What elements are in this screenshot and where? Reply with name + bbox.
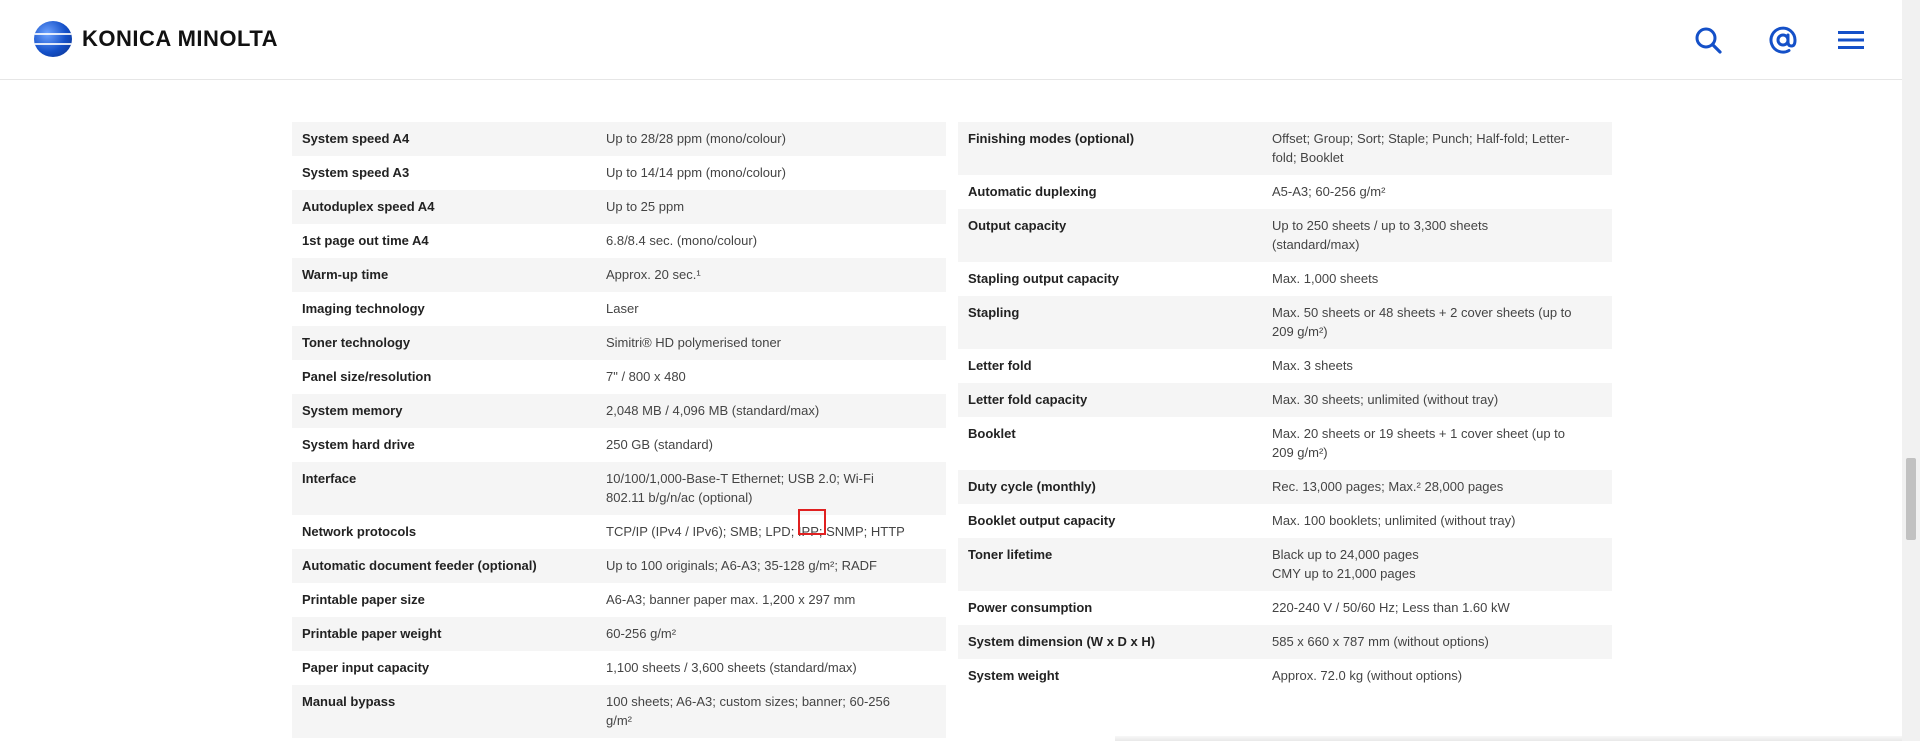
spec-value-line: 802.11 b/g/n/ac (optional) — [606, 490, 753, 505]
spec-value-line: Up to 25 ppm — [606, 199, 685, 214]
spec-row — [958, 383, 1612, 417]
spec-label: System speed A3 — [302, 165, 410, 180]
spec-value — [606, 692, 934, 730]
spec-value — [1272, 216, 1600, 254]
spec-value-line: Laser — [606, 301, 639, 316]
spec-value — [1272, 303, 1600, 341]
spec-value-line: Max. 50 sheets or 48 sheets + 2 cover sheets (up to — [1272, 305, 1572, 320]
spec-row — [292, 394, 946, 428]
spec-label: Panel size/resolution — [302, 369, 432, 384]
spec-label: Stapling — [968, 305, 1020, 320]
spec-value — [606, 197, 934, 216]
spec-value — [606, 367, 934, 386]
spec-value — [1272, 129, 1600, 167]
spec-label: Paper input capacity — [302, 660, 430, 675]
spec-row — [292, 122, 946, 156]
spec-label: Automatic document feeder (optional) — [302, 558, 537, 573]
spec-value-line: Max. 3 sheets — [1272, 358, 1353, 373]
spec-value — [1272, 356, 1600, 375]
spec-label: Letter fold capacity — [968, 392, 1088, 407]
site-header — [0, 0, 1902, 80]
spec-label: Manual bypass — [302, 694, 396, 709]
spec-value-line: Max. 100 booklets; unlimited (without tray) — [1272, 513, 1516, 528]
spec-row — [958, 591, 1612, 625]
spec-value-line: CMY up to 21,000 pages — [1272, 566, 1416, 581]
spec-table-left — [292, 122, 946, 738]
spec-value — [606, 401, 934, 420]
spec-row — [292, 685, 946, 738]
spec-value — [1272, 424, 1600, 462]
spec-label: Autoduplex speed A4 — [302, 199, 435, 214]
spec-value — [1272, 666, 1600, 685]
spec-value-line: fold; Booklet — [1272, 150, 1344, 165]
spec-value-line: A6-A3; banner paper max. 1,200 x 297 mm — [606, 592, 856, 607]
spec-value-line: 1,100 sheets / 3,600 sheets (standard/max) — [606, 660, 857, 675]
spec-value-line: Offset; Group; Sort; Staple; Punch; Half-fold; Letter- — [1272, 131, 1570, 146]
hamburger-menu-icon[interactable] — [1833, 22, 1869, 58]
spec-value-line: Up to 250 sheets / up to 3,300 sheets — [1272, 218, 1489, 233]
spec-row — [958, 296, 1612, 349]
spec-label: Printable paper size — [302, 592, 425, 607]
spec-value-line: 209 g/m²) — [1272, 445, 1328, 460]
spec-value — [1272, 598, 1600, 617]
spec-row — [958, 538, 1612, 591]
spec-label: System dimension (W x D x H) — [968, 634, 1156, 649]
spec-label: System memory — [302, 403, 403, 418]
spec-value — [606, 624, 934, 643]
scrollbar-thumb[interactable] — [1906, 458, 1916, 540]
spec-label: Printable paper weight — [302, 626, 442, 641]
spec-value-line: Up to 100 originals; A6-A3; 35-128 g/m²; RADF — [606, 558, 877, 573]
spec-label: Output capacity — [968, 218, 1067, 233]
at-icon[interactable] — [1765, 22, 1801, 58]
spec-value — [1272, 632, 1600, 651]
spec-value-line: A5-A3; 60-256 g/m² — [1272, 184, 1386, 199]
spec-label: Imaging technology — [302, 301, 425, 316]
spec-value — [606, 469, 934, 507]
spec-row — [292, 360, 946, 394]
spec-value — [1272, 182, 1600, 201]
highlight-box-ipp — [798, 509, 826, 535]
spec-value-line: Up to 14/14 ppm (mono/colour) — [606, 165, 786, 180]
spec-label: Toner lifetime — [968, 547, 1053, 562]
spec-label: Automatic duplexing — [968, 184, 1097, 199]
search-icon[interactable] — [1690, 22, 1726, 58]
spec-value — [606, 556, 934, 575]
spec-value — [606, 299, 934, 318]
spec-row — [292, 651, 946, 685]
spec-value — [606, 163, 934, 182]
spec-label: System speed A4 — [302, 131, 410, 146]
spec-row — [958, 209, 1612, 262]
spec-row — [292, 258, 946, 292]
spec-label: Network protocols — [302, 524, 417, 539]
spec-value-line: 250 GB (standard) — [606, 437, 713, 452]
spec-row — [958, 504, 1612, 538]
spec-label: Toner technology — [302, 335, 411, 350]
spec-value — [1272, 477, 1600, 496]
spec-value — [606, 658, 934, 677]
spec-row — [292, 292, 946, 326]
spec-value-line: 10/100/1,000-Base-T Ethernet; USB 2.0; Wi-Fi — [606, 471, 874, 486]
spec-row — [958, 659, 1612, 693]
spec-value — [606, 231, 934, 250]
spec-label: Warm-up time — [302, 267, 389, 282]
brand-name: KONICA MINOLTA — [82, 26, 279, 51]
spec-row — [292, 326, 946, 360]
spec-label: Duty cycle (monthly) — [968, 479, 1096, 494]
spec-value — [606, 435, 934, 454]
spec-row — [292, 428, 946, 462]
spec-label: Booklet output capacity — [968, 513, 1116, 528]
logo-globe-icon — [34, 21, 72, 57]
spec-value — [1272, 511, 1600, 530]
spec-label: 1st page out time A4 — [302, 233, 429, 248]
spec-row — [958, 417, 1612, 470]
spec-row — [292, 515, 946, 549]
spec-value — [1272, 390, 1600, 409]
spec-row — [958, 175, 1612, 209]
spec-value-line: 100 sheets; A6-A3; custom sizes; banner; 60-256 — [606, 694, 891, 709]
spec-value-line: Max. 20 sheets or 19 sheets + 1 cover sheet (up to — [1272, 426, 1566, 441]
spec-label: Booklet — [968, 426, 1016, 441]
spec-row — [292, 462, 946, 515]
spec-value-line: TCP/IP (IPv4 / IPv6); SMB; LPD; IPP; SNMP; HTTP — [606, 524, 905, 539]
spec-value-line: 60-256 g/m² — [606, 626, 677, 641]
spec-row — [958, 122, 1612, 175]
spec-value — [1272, 269, 1600, 288]
spec-label: Interface — [302, 471, 357, 486]
spec-value-line: (standard/max) — [1272, 237, 1360, 252]
spec-label: System weight — [968, 668, 1060, 683]
spec-row — [958, 262, 1612, 296]
spec-label: Finishing modes (optional) — [968, 131, 1135, 146]
spec-value-line: Black up to 24,000 pages — [1272, 547, 1419, 562]
bottom-panel-edge — [1115, 736, 1902, 741]
spec-row — [292, 156, 946, 190]
spec-value — [606, 265, 934, 284]
spec-row — [292, 224, 946, 258]
spec-value-line: 209 g/m²) — [1272, 324, 1328, 339]
spec-label: Power consumption — [968, 600, 1093, 615]
spec-table-right — [958, 122, 1612, 693]
spec-value-line: Approx. 72.0 kg (without options) — [1272, 668, 1463, 683]
spec-row — [958, 349, 1612, 383]
spec-value-line: 2,048 MB / 4,096 MB (standard/max) — [606, 403, 820, 418]
spec-row — [292, 583, 946, 617]
spec-label: System hard drive — [302, 437, 415, 452]
spec-label: Letter fold — [968, 358, 1032, 373]
spec-value-line: 220-240 V / 50/60 Hz; Less than 1.60 kW — [1272, 600, 1510, 615]
spec-value-line: Max. 1,000 sheets — [1272, 271, 1379, 286]
spec-value-line: 585 x 660 x 787 mm (without options) — [1272, 634, 1489, 649]
spec-value-line: Simitri® HD polymerised toner — [606, 335, 782, 350]
spec-value-line: 7" / 800 x 480 — [606, 369, 686, 384]
spec-label: Stapling output capacity — [968, 271, 1119, 286]
spec-value-line: Max. 30 sheets; unlimited (without tray) — [1272, 392, 1499, 407]
brand-logo[interactable] — [34, 21, 278, 57]
spec-value — [606, 590, 934, 609]
spec-value-line: Approx. 20 sec.¹ — [606, 267, 701, 282]
spec-value — [606, 522, 934, 541]
spec-value — [606, 129, 934, 148]
spec-value-line: 6.8/8.4 sec. (mono/colour) — [606, 233, 758, 248]
spec-row — [958, 470, 1612, 504]
spec-value-line: Up to 28/28 ppm (mono/colour) — [606, 131, 786, 146]
spec-row — [292, 549, 946, 583]
spec-value-line: g/m² — [606, 713, 632, 728]
spec-value — [606, 333, 934, 352]
spec-value — [1272, 545, 1600, 583]
spec-row — [958, 625, 1612, 659]
spec-value-line: Rec. 13,000 pages; Max.² 28,000 pages — [1272, 479, 1504, 494]
spec-row — [292, 617, 946, 651]
spec-row — [292, 190, 946, 224]
page-scrollbar[interactable] — [1902, 0, 1920, 741]
